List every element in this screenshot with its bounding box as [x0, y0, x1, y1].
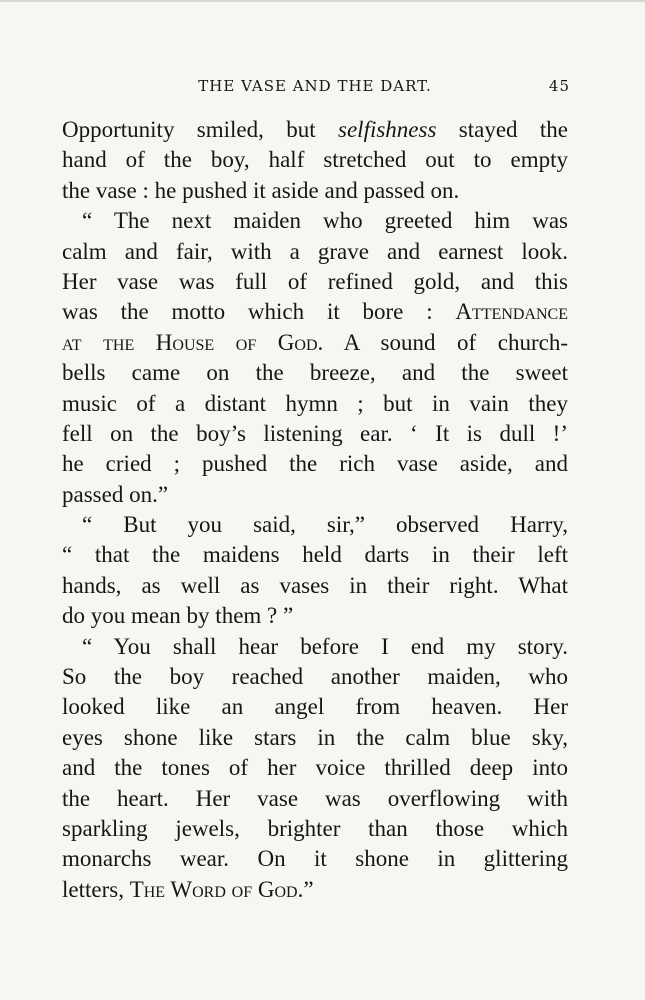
- text-segment: music of a distant hymn ; but in vain they: [62, 390, 568, 416]
- text-segment: A sound of church-: [323, 329, 568, 355]
- text-segment: So the boy reached another maiden, who: [62, 664, 568, 690]
- text-line: [62, 206, 568, 236]
- small-caps-phrase: The Word of God.: [129, 876, 304, 902]
- text-line: [62, 176, 568, 206]
- text-line: [62, 237, 568, 267]
- text-segment: Her vase was full of refined gold, and this: [62, 268, 568, 294]
- text-segment: “ The next maiden who greeted him was: [82, 208, 568, 234]
- text-segment: Opportunity smiled, but: [62, 117, 339, 142]
- text-segment: sparkling jewels, brighter than those which: [62, 815, 568, 841]
- text-segment: do you mean by them ? ”: [62, 603, 294, 629]
- page-number: 45: [548, 77, 570, 95]
- text-segment: calm and fair, with a grave and earnest look.: [62, 238, 568, 264]
- text-line: [62, 662, 568, 692]
- text-segment: bells came on the breeze, and the sweet: [62, 360, 568, 386]
- running-header: [60, 77, 570, 101]
- text-segment: hands, as well as vases in their right. What: [62, 572, 568, 598]
- small-caps-phrase: Attendance: [455, 299, 568, 325]
- text-segment: ”: [303, 876, 314, 902]
- text-line: [62, 784, 568, 814]
- text-line: [62, 389, 568, 419]
- text-line: [62, 145, 568, 175]
- text-line: [62, 814, 568, 844]
- body-text: [62, 115, 568, 905]
- text-line: [62, 267, 568, 297]
- text-line: [62, 480, 568, 510]
- text-line: [62, 449, 568, 479]
- text-line: [62, 692, 568, 722]
- text-segment: fell on the boy’s listening ear. ‘ It is dull !’: [62, 420, 568, 446]
- text-line: [62, 875, 568, 905]
- text-line: [62, 115, 568, 145]
- running-title: THE VASE AND THE DART.: [198, 77, 432, 95]
- top-edge-rule: [0, 0, 645, 2]
- text-segment: hand of the boy, half stretched out to empty: [62, 147, 568, 173]
- small-caps-phrase: at the House of God.: [62, 329, 324, 355]
- text-line: [62, 358, 568, 388]
- text-segment: looked like an angel from heaven. Her: [62, 694, 568, 720]
- text-segment: was the motto which it bore :: [62, 299, 456, 325]
- text-segment: monarchs wear. On it shone in glittering: [62, 846, 568, 872]
- text-line: [62, 571, 568, 601]
- text-segment: eyes shone like stars in the calm blue sky,: [62, 724, 568, 750]
- text-segment: stayed the: [436, 117, 568, 142]
- text-segment: and the tones of her voice thrilled deep into: [62, 755, 568, 781]
- text-segment: “ that the maidens held darts in their left: [62, 542, 568, 568]
- text-segment: the heart. Her vase was overflowing with: [62, 785, 568, 811]
- text-segment: passed on.”: [62, 481, 169, 507]
- text-segment: “ You shall hear before I end my story.: [82, 633, 568, 659]
- text-segment: letters,: [62, 876, 130, 902]
- text-line: [62, 328, 568, 358]
- italic-phrase: selfishness: [338, 117, 437, 142]
- text-line: [62, 753, 568, 783]
- text-line: [62, 540, 568, 570]
- text-line: [62, 297, 568, 327]
- text-line: [62, 510, 568, 540]
- text-segment: “ But you said, sir,” observed Harry,: [82, 512, 568, 538]
- text-line: [62, 419, 568, 449]
- text-segment: he cried ; pushed the rich vase aside, and: [62, 451, 568, 477]
- text-line: [62, 723, 568, 753]
- text-segment: the vase : he pushed it aside and passed on.: [62, 177, 460, 203]
- text-line: [62, 601, 568, 631]
- text-line: [62, 844, 568, 874]
- text-line: [62, 632, 568, 662]
